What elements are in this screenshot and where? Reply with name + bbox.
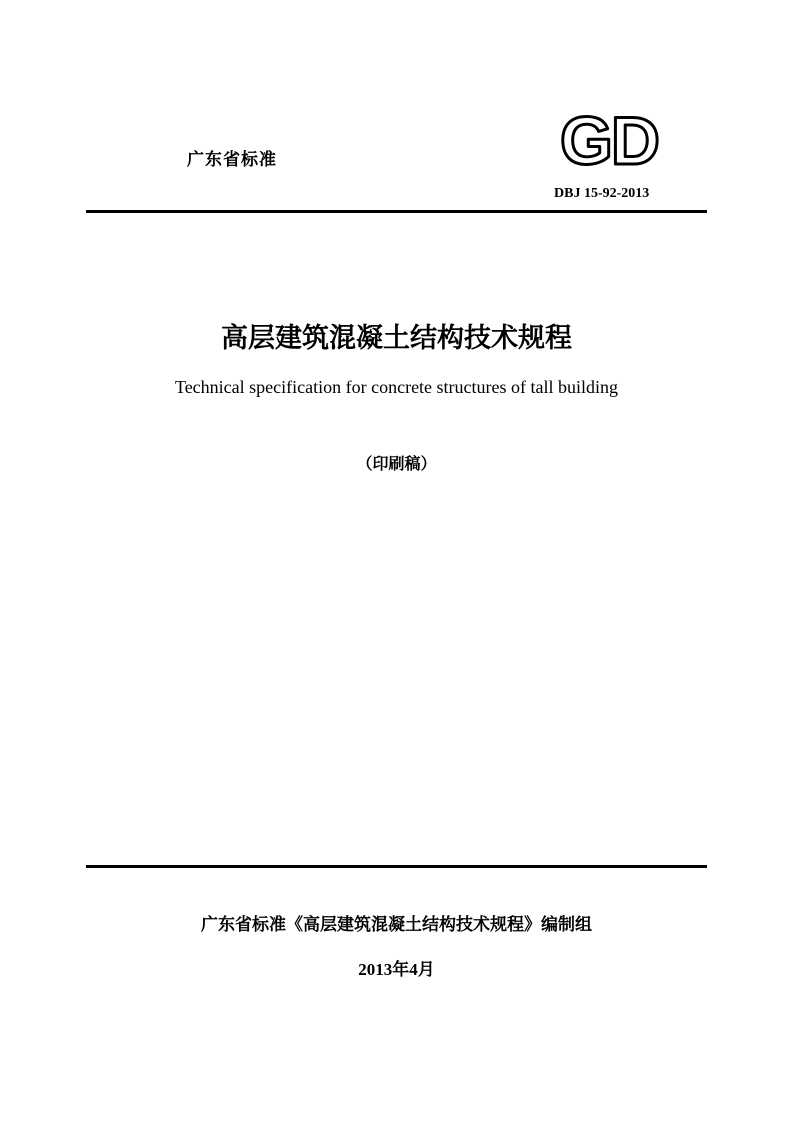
top-divider [86, 210, 707, 213]
gd-logo-text: GD [560, 108, 658, 170]
document-title-english: Technical specification for concrete structures of tall building [174, 377, 619, 397]
publication-date: 2013年4月 [358, 960, 435, 979]
gd-logo [553, 108, 665, 170]
compiler-group: 广东省标准《高层建筑混凝土结构技术规程》编制组 [201, 915, 592, 935]
standard-code: DBJ 15-92-2013 [554, 186, 650, 201]
bottom-divider [86, 865, 707, 868]
draft-note: （印刷稿） [356, 454, 437, 473]
document-title-chinese: 高层建筑混凝土结构技术规程 [221, 323, 572, 354]
issuer-label: 广东省标准 [187, 150, 277, 170]
